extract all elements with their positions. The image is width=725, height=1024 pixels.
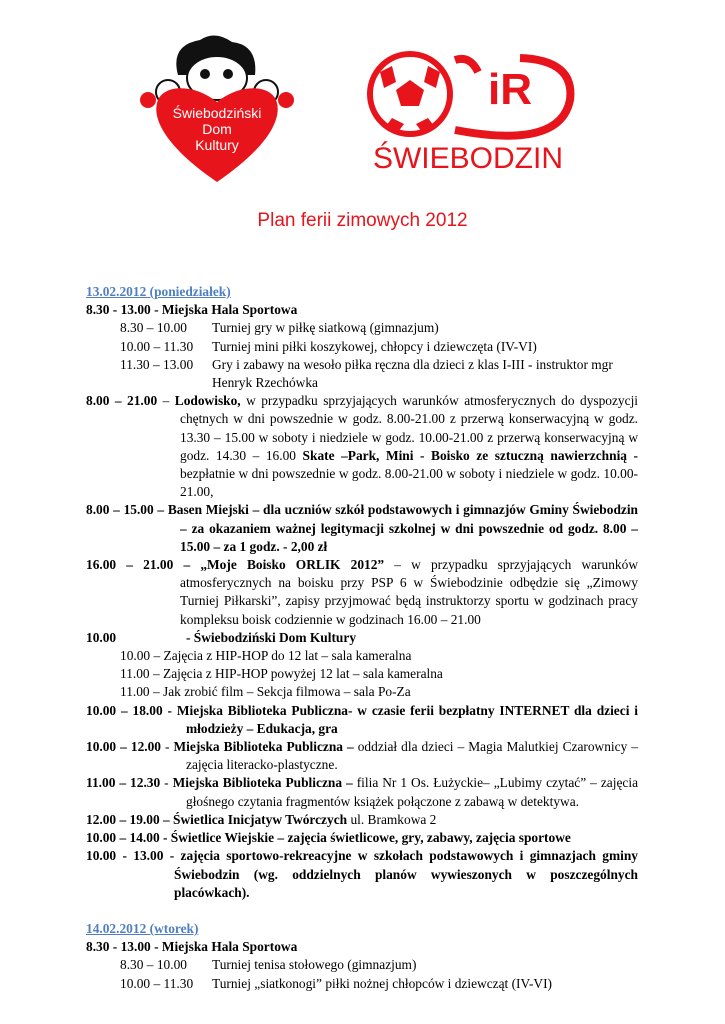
section-sdk [86,629,638,647]
section-swietlica: 12.00 – 19.00 – Świetlica Inicjatyw Twórczych ul. Bramkowa 2 [86,811,437,827]
item-time: 8.30 – 10.00 [120,957,187,973]
sdk-logo-line3: Kultury [195,137,239,153]
section-swietlice-wiejskie: 10.00 – 14.00 - Świetlice Wiejskie – zajęcia świetlicowe, gry, zabawy, zajęcia sportowe [86,830,571,846]
list-item [86,975,638,993]
list-item: 11.00 – Jak zrobić film – Sekcja filmowa – sala Po-Za [120,684,411,700]
schedule [86,283,638,993]
item-time: 8.30 – 10.00 [120,320,187,336]
sdk-logo-line2: Dom [202,121,232,137]
item-text: Turniej mini piłki koszykowej, chłopcy i dziewczęta (IV-VI) [212,338,537,354]
list-item [86,956,638,974]
item-time: 11.30 – 13.00 [120,356,194,372]
item-text: Gry i zabawy na wesoło piłka ręczna dla dzieci z klas I-III - instruktor mgr Henryk Rzechówka [212,356,613,391]
sdk-logo-line1: Świebodziński [172,105,262,121]
section-szkoly: 10.00 - 13.00 - zajęcia sportowo-rekreacyjne w szkołach podstawowych i gimnazjach gminy Świebodzin (wg. oddzielnych planów wywieszonych w poszczególnych placówkach). [86,848,638,900]
item-time: 10.00 – 11.30 [120,975,194,991]
list-item [86,319,638,337]
day-heading: 14.02.2012 (wtorek) [86,920,199,936]
item-text: Turniej gry w piłkę siatkową (gimnazjum) [212,320,439,336]
osir-ball-icon [370,54,570,136]
section-orlik: 16.00 – 21.00 – „Moje Boisko ORLIK 2012” – w przypadku sprzyjających warunków atmosferycznych na boisku przy PSP 6 w Świebodzinie odbędzie się „Zimowy Turniej Piłkarski”, zapisy przyjmować będą instruktorzy sportu w godzinach pracy kompleksu boisk codziennie w godzinach 16.00 – 21.00 [86,557,638,627]
item-text: Turniej tenisa stołowego (gimnazjum) [212,957,417,973]
section-hala: 8.30 - 13.00 - Miejska Hala Sportowa [86,939,298,955]
section-lodowisko: 8.00 – 21.00 – Lodowisko, w przypadku sprzyjających warunków atmosferycznych do dyspozycji chętnych w dni powszednie w godz. 8.00-21.00 z przerwą konserwacyjną w godz. 13.30 – 15.00 w soboty i niedziele w godz. 10.00-21.00 z przerwą konserwacyjną w godz. 14.30 – 16.00 Skate –Park, Mini - Boisko ze sztuczną nawierzchnią - bezpłatnie w dni powszednie w godz. 8.00-21.00 w soboty i niedziele w godz. 10.00-21.00, [86,393,639,500]
list-item: 11.00 – Zajęcia z HIP-HOP powyżej 12 lat – sala kameralna [120,666,443,682]
section-biblioteka-internet: 10.00 – 18.00 - Miejska Biblioteka Publiczna- w czasie ferii bezpłatny INTERNET dla dzieci i młodzieży – Edukacja, gra [86,702,638,736]
osir-logo-name: ŚWIEBODZIN [372,142,564,175]
list-item: 10.00 – Zajęcia z HIP-HOP do 12 lat – sala kameralna [120,648,412,664]
osir-logo-letters: iR [488,65,532,114]
item-time: 10.00 – 11.30 [120,338,194,354]
header-logos [0,0,725,200]
list-item [86,338,638,356]
sdk-time: 10.00 [86,629,117,645]
section-basen: 8.00 – 15.00 – Basen Miejski – dla uczniów szkół podstawowych i gimnazjów Gminy Świebodzin – za okazaniem ważnej legitymacji szkolnej w dni powszednie od godz. 8.00 – 15.00 – za 1 godz. - 2,00 zł [86,502,638,554]
sdk-name: - Świebodziński Dom Kultury [186,629,357,645]
sdk-logo [0,0,725,200]
section-hala: 8.30 - 13.00 - Miejska Hala Sportowa [86,302,298,318]
section-biblioteka-filia: 11.00 – 12.30 - Miejska Biblioteka Publiczna – filia Nr 1 Os. Łużyckie– „Lubimy czytać” – zajęcia głośnego czytania fragmentów książek połączone z zabawą w detektywa. [86,775,639,809]
item-text: Turniej „siatkonogi” piłki nożnej chłopców i dziewcząt (IV-VI) [212,975,553,991]
document-title: Plan ferii zimowych 2012 [257,210,468,231]
section-biblioteka-dzieci: 10.00 – 12.00 - Miejska Biblioteka Publiczna – oddział dla dzieci – Magia Malutkiej Czarownicy – zajęcia literacko-plastyczne. [86,739,638,773]
list-item [86,356,638,392]
day-heading: 13.02.2012 (poniedziałek) [86,284,231,299]
